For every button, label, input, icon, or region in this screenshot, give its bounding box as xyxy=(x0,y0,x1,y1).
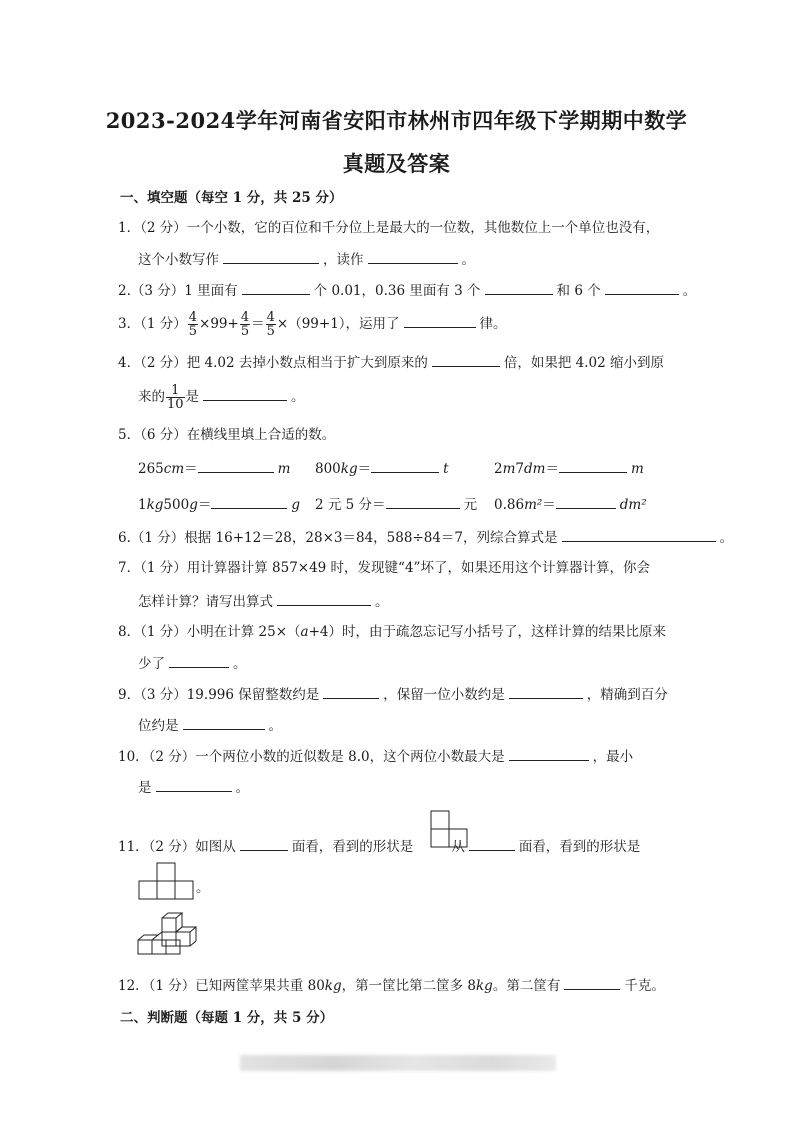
answer-blank[interactable] xyxy=(203,386,287,401)
side-view-shape xyxy=(138,862,198,902)
q10-text-c: 是 xyxy=(138,780,152,796)
fraction xyxy=(166,384,185,411)
fraction xyxy=(266,311,276,338)
q5-unit: m xyxy=(630,461,644,477)
answer-blank[interactable] xyxy=(509,746,589,761)
question-4-line-1 xyxy=(118,352,664,373)
q10-text-d: 。 xyxy=(235,780,249,796)
question-8-line-1 xyxy=(118,622,666,642)
answer-blank[interactable] xyxy=(368,249,458,264)
q8-text-a: 8．（1 分）小明在计算 25×（ xyxy=(118,624,301,640)
q5-value: 265 xyxy=(138,461,164,477)
q3-text-a: 3．（1 分） xyxy=(118,316,187,332)
section-2-heading: 二、判断题（每题 1 分，共 5 分） xyxy=(120,1010,334,1026)
q5-value: 7 xyxy=(515,461,524,477)
q3-text-b: ×99+ xyxy=(199,316,239,332)
q12-text-b: ，第一筐比第二筐多 8 xyxy=(341,978,476,994)
q5-unit: m xyxy=(502,461,516,477)
fraction xyxy=(188,311,198,338)
fraction-numerator: 1 xyxy=(166,384,185,398)
q4-text-c: 来的 xyxy=(138,389,165,405)
q4-text-d: 是 xyxy=(185,389,200,405)
q9-text-b: ，保留一位小数约是 xyxy=(383,687,505,703)
q3-text-e: 律。 xyxy=(479,316,507,332)
question-10-line-2 xyxy=(138,777,249,798)
title-line-2: 真题及答案 xyxy=(342,151,451,176)
q5-equals: ＝ xyxy=(184,461,198,477)
q12-text-c: 。第二筐有 xyxy=(492,978,561,994)
q5-unit: cm xyxy=(163,461,185,477)
q5-equals: ＝ xyxy=(545,461,559,477)
q1-text: 1．（2 分）一个小数，它的百位和千分位上是最大的一位数，其他数位上一个单位也没有， xyxy=(118,220,660,236)
fraction-denominator: 10 xyxy=(167,397,184,412)
question-2 xyxy=(118,280,696,301)
q9-text-c: ，精确到百分 xyxy=(586,687,668,703)
q11-text-c: 从 xyxy=(451,839,465,855)
answer-blank[interactable] xyxy=(242,280,310,295)
answer-blank[interactable] xyxy=(556,494,616,509)
answer-blank[interactable] xyxy=(240,836,288,851)
q5-row-2-item-3 xyxy=(494,494,647,515)
answer-blank[interactable] xyxy=(211,494,287,509)
q2-text-c: 和 6 个 xyxy=(556,283,601,299)
question-5 xyxy=(118,425,335,445)
question-8-line-2 xyxy=(138,653,247,674)
q10-text-a: 10．（2 分）一个两位小数的近似数是 8.0，这个两位小数最大是 xyxy=(118,749,505,765)
answer-blank[interactable] xyxy=(223,249,319,264)
q5-unit: m² xyxy=(524,497,543,513)
q4-text-b: 倍，如果把 4.02 缩小到原 xyxy=(503,355,665,371)
question-1-line-1 xyxy=(118,218,659,238)
front-view-shape xyxy=(430,810,470,848)
q5-row-2-item-1 xyxy=(138,494,300,515)
answer-blank[interactable] xyxy=(183,715,265,730)
q6-text: 6.（1 分）根据 16+12＝28，28×3＝84，588÷84＝7，列综合算式是 xyxy=(118,530,558,546)
question-9-line-1 xyxy=(118,684,668,705)
question-4-line-2 xyxy=(138,384,305,411)
answer-blank[interactable] xyxy=(485,280,553,295)
q12-unit: kg xyxy=(324,978,342,994)
q5-unit: g xyxy=(291,497,301,513)
fraction-denominator: 5 xyxy=(266,324,275,339)
q7-text-b: 怎样计算？请写出算式 xyxy=(138,594,273,610)
q5-value: 500 xyxy=(163,497,190,513)
q7-text-a: 7．（1 分）用计算器计算 857×49 时，发现键“4”坏了，如果还用这个计算器计算，你会 xyxy=(118,560,650,576)
fraction-numerator: 4 xyxy=(266,310,275,325)
q6-text-b: 。 xyxy=(719,530,734,546)
question-6 xyxy=(118,527,733,548)
q5-equals: ＝ xyxy=(357,461,372,477)
q12-text-d: 千克。 xyxy=(624,978,665,994)
question-10-line-1 xyxy=(118,746,633,767)
blurred-footer xyxy=(240,1055,556,1071)
fraction-denominator: 5 xyxy=(188,324,198,339)
answer-blank[interactable] xyxy=(559,458,627,473)
fraction-numerator: 4 xyxy=(240,310,250,325)
answer-blank[interactable] xyxy=(564,975,620,990)
q5-value: 2 xyxy=(494,461,503,477)
title-line-1: 2023-2024学年河南省安阳市林州市四年级下学期期中数学 xyxy=(105,108,688,133)
q8-text-b: +4）时，由于疏忽忘记写小括号了，这样计算的结果比原来 xyxy=(308,624,666,640)
answer-blank[interactable] xyxy=(323,684,379,699)
q2-text-a: 2.（3 分）1 里面有 xyxy=(118,283,238,299)
q11-text-b: 面看，看到的形状是 xyxy=(291,839,414,855)
q12-unit: kg xyxy=(476,978,493,994)
q5-equals: ＝ xyxy=(542,497,556,513)
q5-unit: t xyxy=(443,461,449,477)
question-7-line-2 xyxy=(138,591,389,612)
q8-text-d: 。 xyxy=(233,656,247,672)
answer-blank[interactable] xyxy=(386,494,460,509)
q5-unit: dm xyxy=(524,461,546,477)
q9-text-a: 9．（3 分）19.996 保留整数约是 xyxy=(118,687,320,703)
answer-blank[interactable] xyxy=(371,458,439,473)
q9-text-e: 。 xyxy=(268,718,282,734)
q11-text-a: 11．（2 分）如图从 xyxy=(118,839,236,855)
fraction-numerator: 4 xyxy=(188,310,198,325)
answer-blank[interactable] xyxy=(156,777,232,792)
q11-text-d: 面看，看到的形状是 xyxy=(518,839,641,855)
q5-unit: kg xyxy=(146,497,164,513)
question-7-line-1 xyxy=(118,558,650,578)
answer-blank[interactable] xyxy=(509,684,583,699)
q11-text-e: 。 xyxy=(196,880,210,896)
cube-stack-figure xyxy=(136,912,206,962)
q10-text-b: ，最小 xyxy=(592,749,634,765)
q1-text-d: 。 xyxy=(461,252,475,268)
q7-text-c: 。 xyxy=(375,594,389,610)
q1-text-c: ，读作 xyxy=(323,252,364,268)
q5-value: 0.86 xyxy=(494,497,525,513)
variable-a: a xyxy=(300,624,309,640)
q4-text-e: 。 xyxy=(291,389,305,405)
question-9-line-2 xyxy=(138,715,282,736)
q5-unit: dm² xyxy=(619,497,647,513)
q5-row-1-item-2 xyxy=(315,458,449,479)
fraction-denominator: 5 xyxy=(240,324,250,339)
q8-text-c: 少了 xyxy=(138,656,165,672)
answer-blank[interactable] xyxy=(562,527,716,542)
q5-value: 800 xyxy=(315,461,341,477)
answer-blank[interactable] xyxy=(404,313,476,328)
q5-unit: g xyxy=(189,497,198,513)
q5-row-1-item-1 xyxy=(138,458,290,479)
section-1-heading: 一、填空题（每空 1 分，共 25 分） xyxy=(120,190,343,206)
answer-blank[interactable] xyxy=(605,280,679,295)
answer-blank[interactable] xyxy=(432,352,500,367)
answer-blank[interactable] xyxy=(469,836,515,851)
q5-value: 2 元 5 分＝ xyxy=(315,497,386,513)
q12-text-a: 12．（1 分）已知两筐苹果共重 80 xyxy=(118,978,325,994)
question-12 xyxy=(118,975,665,996)
q2-text-d: 。 xyxy=(682,283,697,299)
fraction xyxy=(240,311,250,338)
q5-unit: kg xyxy=(340,461,358,477)
q5-unit: m xyxy=(277,461,291,477)
q5-unit: 元 xyxy=(463,497,478,513)
q5-value: 1 xyxy=(138,497,147,513)
answer-blank[interactable] xyxy=(169,653,229,668)
q3-text-c: ＝ xyxy=(251,316,265,332)
q2-text-b: 个 0.01，0.36 里面有 3 个 xyxy=(313,283,481,299)
q5-row-1-item-3 xyxy=(494,458,644,479)
answer-blank[interactable] xyxy=(198,458,274,473)
q3-text-d: ×（99+1），运用了 xyxy=(276,316,400,332)
q5-text: 5．（6 分）在横线里填上合适的数。 xyxy=(118,427,336,443)
answer-blank[interactable] xyxy=(277,591,371,606)
question-3 xyxy=(118,311,507,338)
q9-text-d: 位约是 xyxy=(138,718,179,734)
q4-text-a: 4．（2 分）把 4.02 去掉小数点相当于扩大到原来的 xyxy=(118,355,428,371)
question-1-line-2 xyxy=(138,249,475,270)
q1-text-b: 这个小数写作 xyxy=(138,252,219,268)
q5-equals: ＝ xyxy=(197,497,212,513)
question-11-line-1 xyxy=(118,836,640,857)
q5-row-2-item-2 xyxy=(315,494,477,515)
